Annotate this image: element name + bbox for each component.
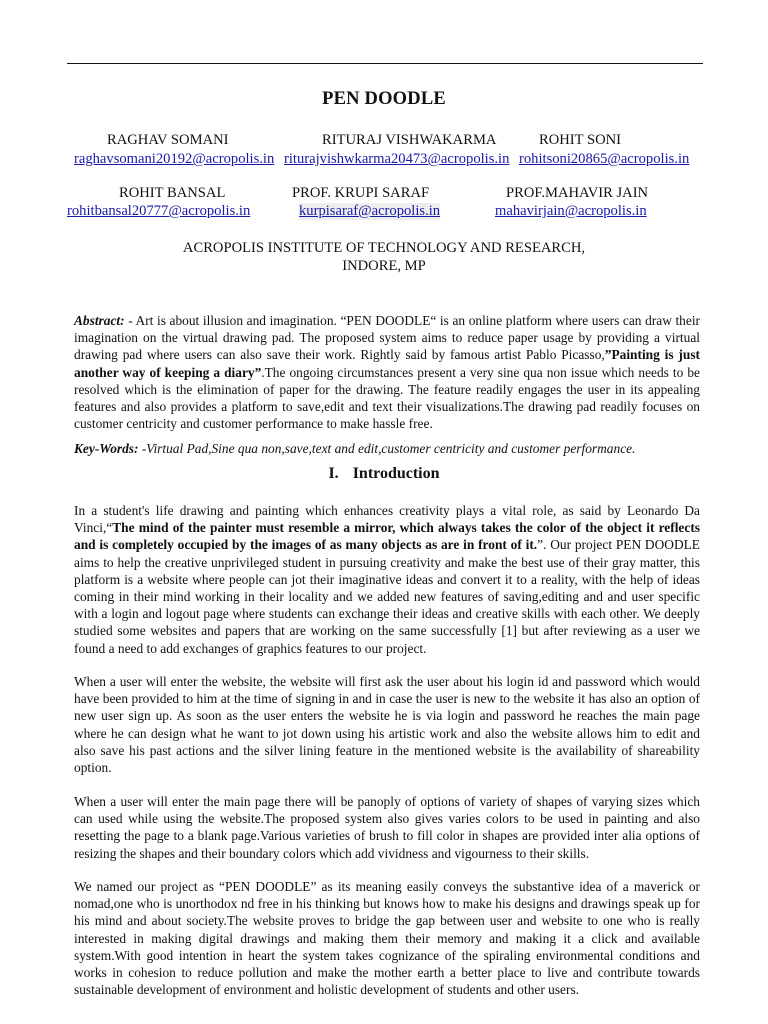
- intro-paragraph-1: [74, 502, 700, 657]
- abstract-quote: ”Painting is just another way of keeping a diary”: [74, 347, 700, 380]
- paragraph-text: ”. Our project PEN DOODLE aims to help the creative unprivileged student in pursuing creativity and make the best use of their gray matter, this platform is a website where people can jot their imaginative ideas and convert it to a reality, with the help of ideas coming in their mind working in their locality and we added new features of saving,editing and and user specific with a login and logout page where students can exchange their ideas and creative skills with each other. We deeply studied some websites and papers that are working on the same successfully [1] but after reviewing as a user we found a need to add exchanges of graphics features to our project.: [74, 537, 700, 656]
- abstract-label: Abstract:: [74, 313, 125, 328]
- intro-paragraph-4: We named our project as “PEN DOODLE” as its meaning easily conveys the substantive idea of a maverick or nomad,one who is unorthodox nd free in his thinking but knows how to make his designs and drawings speak up for his mind and about society.The website proves to bridge the gap between user and website to one who is really interested in making digital drawings and making them their memory and making it a click and available system.With good intention in heart the system takes cognizance of the spiraling environmental conditions and works in cohesion to reduce pollution and make the mother earth a better place to live and contribute towards sustainable development of environment and holistic development of students and other users.: [74, 879, 700, 998]
- intro-paragraph-3: When a user will enter the main page there will be panoply of options of variety of shapes of varying sizes which can used while using the website.The proposed system also gives varies colors to be used in painting and also resetting the page to a blank page.Various varieties of brush to fill color in shapes are provided inter alia options of resizing the shapes and their boundary colors which add vividness and vigourness to their skills.: [74, 794, 700, 861]
- author-name: RAGHAV SOMANI: [107, 132, 229, 148]
- author-email-link[interactable]: kurpisaraf@acropolis.in: [299, 203, 441, 219]
- paragraph-text: In a student's life drawing and painting which enhances creativity plays a vital role, as said by Leonardo Da Vinci,“: [74, 503, 700, 536]
- institution-city: INDORE, MP: [342, 258, 426, 274]
- abstract-text: - Art is about illusion and imagination. “PEN DOODLE“ is an online platform where users can draw their imagination on the virtual drawing pad. The proposed system aims to reduce paper usage by providing a virtual drawing pad where users can also save their work. Rightly said by famous artist Pablo Picasso,: [74, 313, 700, 363]
- abstract-paragraph: [74, 312, 700, 432]
- author-name: ROHIT SONI: [539, 132, 622, 148]
- intro-paragraph-2: When a user will enter the website, the website will first ask the user about his login id and password which would have been provided to him at the time of signing in and in case the user is new to the website it has also an option of new user sign up. As soon as the user enters the website he is via login and password he reaches the main page where he can design what he want to jot down using his artistic work and also the website allows him to edit and also save his past actions and the silver lining feature in the mentioned website is the availability of shareability option.: [74, 674, 700, 776]
- keywords-text: -Virtual Pad,Sine qua non,save,text and edit,customer centricity and customer performance.: [138, 441, 636, 456]
- author-email-link[interactable]: riturajvishwkarma20473@acropolis.in: [284, 151, 510, 167]
- leonardo-quote: The mind of the painter must resemble a mirror, which always takes the color of the object it reflects and is completely occupied by the images of as many objects as are in front of it.: [74, 520, 700, 553]
- author-name: PROF. KRUPI SARAF: [292, 185, 430, 201]
- author-name: PROF.MAHAVIR JAIN: [506, 185, 649, 201]
- section-number: I.: [328, 465, 339, 482]
- author-name: RITURAJ VISHWAKARMA: [322, 132, 497, 148]
- abstract-text: .The ongoing circumstances present a very sine qua non issue which needs to be resolved which is the elimination of paper for the drawing. The feature readily engages the user in its appealing features and also provides a platform to save,edit and text their visualizations.The drawing pad readily focuses on customer centricity and customer performance to make hassle free.: [74, 364, 700, 432]
- author-email-link[interactable]: mahavirjain@acropolis.in: [495, 203, 647, 219]
- author-name: ROHIT BANSAL: [119, 185, 226, 201]
- author-email-link[interactable]: rohitsoni20865@acropolis.in: [519, 151, 690, 167]
- section-title: Introduction: [352, 465, 440, 482]
- keywords-paragraph: [74, 440, 700, 457]
- keywords-label: Key-Words:: [74, 441, 139, 456]
- section-heading: [0, 465, 768, 483]
- top-rule: [67, 63, 703, 64]
- institution-line: ACROPOLIS INSTITUTE OF TECHNOLOGY AND RESEARCH,: [182, 240, 586, 256]
- author-email-link[interactable]: raghavsomani20192@acropolis.in: [74, 151, 275, 167]
- author-email-link[interactable]: rohitbansal20777@acropolis.in: [67, 203, 251, 219]
- paper-title: PEN DOODLE: [322, 89, 446, 109]
